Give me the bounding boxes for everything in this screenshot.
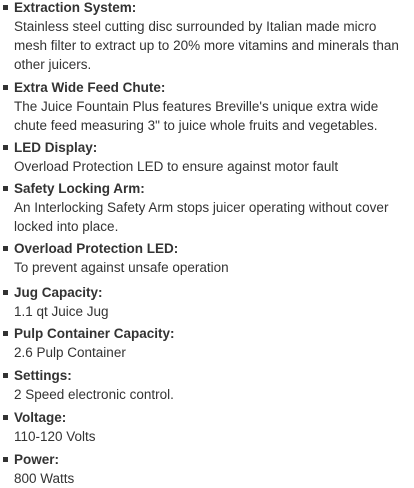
spec-title: Extra Wide Feed Chute: bbox=[14, 80, 166, 95]
bullet-icon bbox=[3, 246, 8, 251]
bullet-icon bbox=[3, 145, 8, 150]
spec-description: 110-120 Volts bbox=[14, 429, 96, 444]
spec-title: Safety Locking Arm: bbox=[14, 181, 145, 196]
spec-title: Pulp Container Capacity: bbox=[14, 326, 175, 341]
bullet-icon bbox=[3, 331, 8, 336]
spec-title: Voltage: bbox=[14, 410, 67, 425]
bullet-icon bbox=[3, 373, 8, 378]
spec-description: To prevent against unsafe operation bbox=[14, 260, 229, 275]
spec-title: Overload Protection LED: bbox=[14, 241, 179, 256]
spec-title: Settings: bbox=[14, 368, 72, 383]
spec-description: 2.6 Pulp Container bbox=[14, 345, 126, 360]
bullet-icon bbox=[3, 290, 8, 295]
bullet-icon bbox=[3, 85, 8, 90]
bullet-icon bbox=[3, 415, 8, 420]
spec-description: 2 Speed electronic control. bbox=[14, 387, 174, 402]
spec-description: The Juice Fountain Plus features Breville's unique extra wide chute feed measuring 3" to juice whole fruits and vegetables. bbox=[14, 99, 379, 133]
spec-title: LED Display: bbox=[14, 140, 98, 155]
spec-title: Power: bbox=[14, 452, 60, 467]
spec-description: Stainless steel cutting disc surrounded by Italian made micro mesh filter to extract up to 20% more vitamins and minerals than other juicers. bbox=[14, 19, 399, 72]
bullet-icon bbox=[3, 186, 8, 191]
spec-title: Jug Capacity: bbox=[14, 285, 103, 300]
spec-title: Extraction System: bbox=[14, 0, 137, 15]
spec-description: An Interlocking Safety Arm stops juicer operating without cover locked into place. bbox=[14, 200, 389, 234]
spec-description: Overload Protection LED to ensure against motor fault bbox=[14, 159, 339, 174]
bullet-icon bbox=[3, 5, 8, 10]
bullet-icon bbox=[3, 457, 8, 462]
spec-description: 1.1 qt Juice Jug bbox=[14, 304, 109, 319]
spec-description: 800 Watts bbox=[14, 471, 75, 486]
